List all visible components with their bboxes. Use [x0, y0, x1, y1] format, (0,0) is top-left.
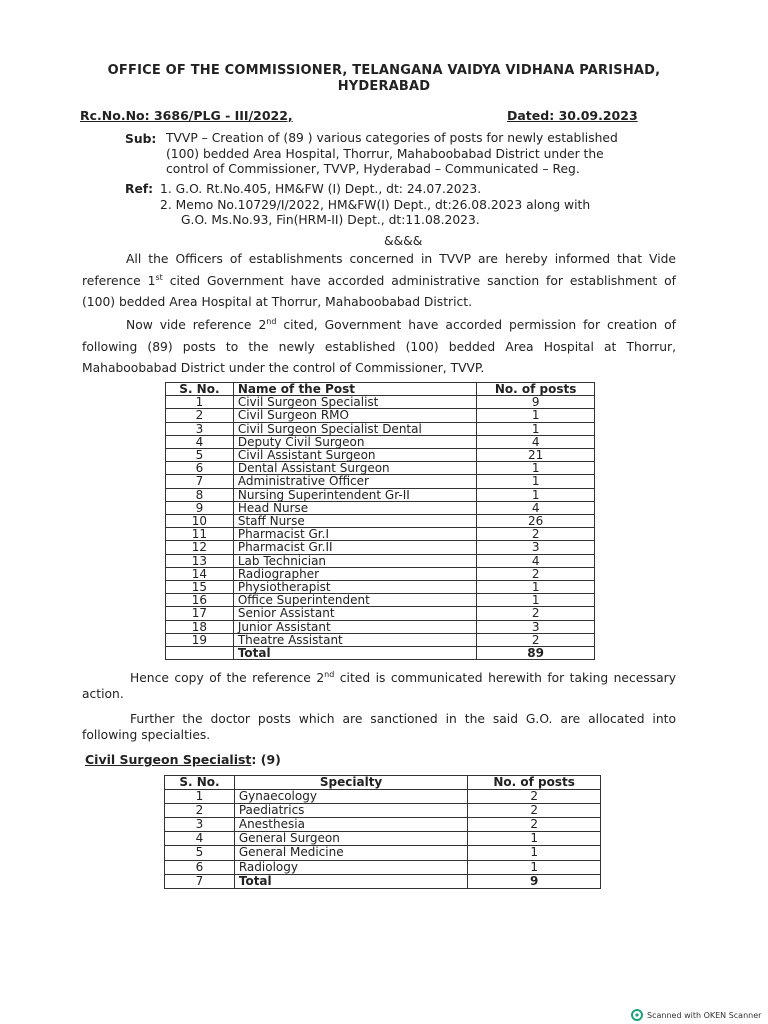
section-separator: &&&&	[384, 234, 423, 248]
table-row	[165, 832, 601, 846]
cell-name: Senior Assistant	[233, 607, 476, 620]
subject-label: Sub:	[125, 132, 157, 146]
reference-1: 1. G.O. Rt.No.405, HM&FW (I) Dept., dt: 24.07.2023.	[160, 182, 482, 196]
cell-name: Anesthesia	[234, 818, 467, 832]
cell-count: 1	[477, 462, 595, 475]
cell-count: 1	[468, 832, 601, 846]
cell-count: 2	[468, 790, 601, 804]
table-row	[166, 501, 595, 514]
cell-sno: 1	[165, 790, 235, 804]
subject-line-2: (100) bedded Area Hospital, Thorrur, Mahaboobabad District under the	[166, 146, 604, 161]
posts-total-row	[166, 647, 595, 660]
table-row	[166, 633, 595, 646]
cell-sno: 2	[165, 804, 235, 818]
cell-name: Civil Surgeon RMO	[233, 409, 476, 422]
office-title-line2: HYDERABAD	[337, 79, 431, 94]
table-row	[166, 396, 595, 409]
cell-sno: 6	[165, 860, 235, 874]
table-row	[166, 475, 595, 488]
cell-sno: 18	[166, 620, 234, 633]
cell-count: 2	[477, 528, 595, 541]
cell-count: 4	[477, 435, 595, 448]
cell-name: Lab Technician	[233, 554, 476, 567]
header-sno: S. No.	[166, 383, 234, 396]
posts-table	[165, 382, 595, 660]
cell-name: General Medicine	[234, 846, 467, 860]
total-empty-cell	[166, 647, 234, 660]
cell-name: Junior Assistant	[233, 620, 476, 633]
header-post-count: No. of posts	[477, 383, 595, 396]
table-row	[166, 581, 595, 594]
cell-name: Gynaecology	[234, 790, 467, 804]
cell-count: 1	[477, 581, 595, 594]
cell-sno: 5	[165, 846, 235, 860]
paragraph-4: Further the doctor posts which are sanctioned in the said G.O. are allocated into following specialties.	[82, 712, 676, 742]
specialty-table	[164, 775, 601, 889]
cell-name: Staff Nurse	[233, 515, 476, 528]
cell-count: 26	[477, 515, 595, 528]
header-specialty: Specialty	[234, 776, 467, 790]
cell-sno: 15	[166, 581, 234, 594]
cell-count: 2	[477, 607, 595, 620]
posts-table-header	[166, 383, 595, 396]
cell-count: 1	[468, 846, 601, 860]
cell-sno: 13	[166, 554, 234, 567]
table-row	[165, 804, 601, 818]
table-row	[166, 462, 595, 475]
cell-sno: 9	[166, 501, 234, 514]
total-sno: 7	[165, 874, 235, 888]
scanner-label: Scanned with OKEN Scanner	[647, 1010, 762, 1020]
cell-sno: 10	[166, 515, 234, 528]
cell-name: Nursing Superintendent Gr-II	[233, 488, 476, 501]
table-row	[166, 422, 595, 435]
cell-sno: 2	[166, 409, 234, 422]
cell-sno: 19	[166, 633, 234, 646]
scanner-logo-icon	[631, 1009, 643, 1021]
table-row	[166, 435, 595, 448]
cell-count: 1	[468, 860, 601, 874]
cell-name: Paediatrics	[234, 804, 467, 818]
cell-name: Civil Surgeon Specialist Dental	[233, 422, 476, 435]
table-row	[165, 790, 601, 804]
cell-count: 9	[477, 396, 595, 409]
cell-name: Pharmacist Gr.I	[233, 528, 476, 541]
cell-name: Dental Assistant Surgeon	[233, 462, 476, 475]
cell-sno: 5	[166, 449, 234, 462]
cell-name: Pharmacist Gr.II	[233, 541, 476, 554]
table-row	[166, 528, 595, 541]
office-title-line1: OFFICE OF THE COMMISSIONER, TELANGANA VAIDYA VIDHANA PARISHAD,	[107, 63, 661, 78]
cell-count: 4	[477, 554, 595, 567]
scanner-watermark	[631, 1009, 761, 1021]
table-row	[165, 818, 601, 832]
cell-sno: 16	[166, 594, 234, 607]
specialty-table-header	[165, 776, 601, 790]
reference-2-line2: G.O. Ms.No.93, Fin(HRM-II) Dept., dt:11.08.2023.	[181, 213, 480, 227]
cell-sno: 14	[166, 567, 234, 580]
cell-name: General Surgeon	[234, 832, 467, 846]
cell-count: 2	[468, 804, 601, 818]
cell-count: 1	[477, 594, 595, 607]
header-post-name: Name of the Post	[233, 383, 476, 396]
table-row	[166, 607, 595, 620]
cell-sno: 4	[165, 832, 235, 846]
header-post-count: No. of posts	[468, 776, 601, 790]
cell-count: 2	[477, 633, 595, 646]
cell-sno: 7	[166, 475, 234, 488]
cell-count: 1	[477, 475, 595, 488]
table-row	[166, 541, 595, 554]
table-row	[166, 449, 595, 462]
cell-name: Civil Surgeon Specialist	[233, 396, 476, 409]
cell-sno: 17	[166, 607, 234, 620]
table-row	[166, 594, 595, 607]
cell-count: 21	[477, 449, 595, 462]
cell-sno: 11	[166, 528, 234, 541]
cell-count: 1	[477, 409, 595, 422]
total-value: 9	[468, 874, 601, 888]
header-sno: S. No.	[165, 776, 235, 790]
cell-count: 2	[468, 818, 601, 832]
cell-count: 3	[477, 620, 595, 633]
cell-count: 1	[477, 488, 595, 501]
cell-name: Radiographer	[233, 567, 476, 580]
cell-name: Administrative Officer	[233, 475, 476, 488]
rc-number: Rc.No.No: 3686/PLG - III/2022,	[80, 108, 293, 123]
table-row	[166, 515, 595, 528]
total-label: Total	[234, 874, 467, 888]
cell-count: 4	[477, 501, 595, 514]
subject-line-3: control of Commissioner, TVVP, Hyderabad – Communicated – Reg.	[166, 162, 580, 176]
total-label: Total	[233, 647, 476, 660]
specialty-heading: Civil Surgeon Specialist: (9)	[85, 752, 281, 767]
paragraph-2: Now vide reference 2nd cited, Government have accorded permission for creation of following (89) posts to the newly established (100) bedded Area Hospital at Thorrur, Mahaboobabad District under the control of Commissioner, TVVP.	[82, 316, 676, 375]
cell-sno: 3	[166, 422, 234, 435]
cell-name: Physiotherapist	[233, 581, 476, 594]
cell-count: 2	[477, 567, 595, 580]
cell-sno: 12	[166, 541, 234, 554]
cell-name: Civil Assistant Surgeon	[233, 449, 476, 462]
reference-2-line1: 2. Memo No.10729/I/2022, HM&FW(I) Dept., dt:26.08.2023 along with	[160, 197, 591, 212]
cell-sno: 6	[166, 462, 234, 475]
cell-sno: 1	[166, 396, 234, 409]
table-row	[166, 567, 595, 580]
paragraph-1: All the Officers of establishments concerned in TVVP are hereby informed that Vide reference 1st cited Government have accorded administrative sanction for establishment of (100) bedded Area Hospital at Thorrur, Mahaboobabad District.	[82, 252, 676, 309]
dated: Dated: 30.09.2023	[507, 108, 638, 123]
cell-sno: 3	[165, 818, 235, 832]
cell-name: Office Superintendent	[233, 594, 476, 607]
table-row	[166, 409, 595, 422]
cell-sno: 8	[166, 488, 234, 501]
table-row	[166, 488, 595, 501]
table-row	[165, 846, 601, 860]
cell-name: Deputy Civil Surgeon	[233, 435, 476, 448]
paragraph-3: Hence copy of the reference 2nd cited is communicated herewith for taking necessary action.	[82, 669, 676, 701]
subject-line-1: TVVP – Creation of (89 ) various categories of posts for newly established	[166, 131, 618, 145]
table-row	[166, 554, 595, 567]
table-row	[165, 860, 601, 874]
specialty-total-row	[165, 874, 601, 888]
table-row	[166, 620, 595, 633]
cell-count: 1	[477, 422, 595, 435]
cell-name: Theatre Assistant	[233, 633, 476, 646]
cell-name: Radiology	[234, 860, 467, 874]
cell-sno: 4	[166, 435, 234, 448]
references-label: Ref:	[125, 182, 154, 196]
cell-name: Head Nurse	[233, 501, 476, 514]
total-value: 89	[477, 647, 595, 660]
cell-count: 3	[477, 541, 595, 554]
